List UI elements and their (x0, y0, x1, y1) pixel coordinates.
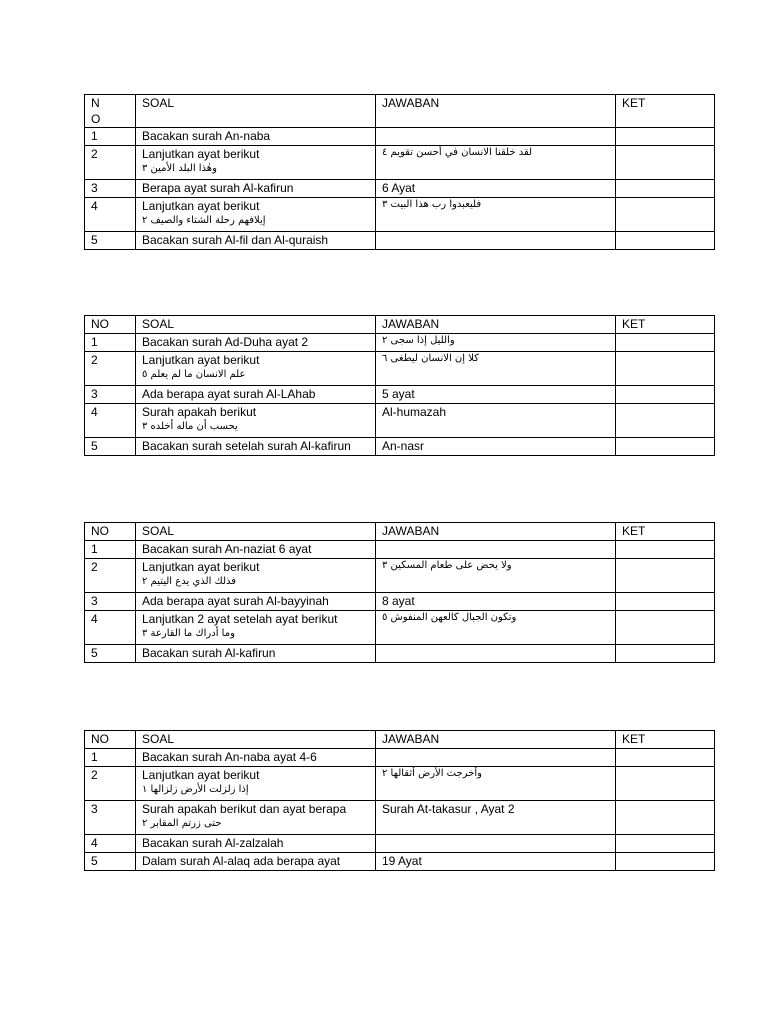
row-soal: Bacakan surah setelah surah Al-kafirun (136, 438, 376, 456)
row-no: 2 (85, 352, 136, 386)
row-soal: Berapa ayat surah Al-kafirun (136, 180, 376, 198)
question-table-1 (84, 94, 715, 250)
row-no: 3 (85, 593, 136, 611)
row-jawaban: 6 Ayat (376, 180, 616, 198)
table-row (85, 645, 715, 663)
row-ket (616, 232, 715, 250)
row-ket (616, 835, 715, 853)
row-ket (616, 749, 715, 767)
row-soal (136, 404, 376, 438)
row-no: 4 (85, 404, 136, 438)
row-no: 5 (85, 232, 136, 250)
row-no: 5 (85, 853, 136, 871)
table-row (85, 128, 715, 146)
header-no: NO (85, 523, 136, 541)
row-no: 2 (85, 559, 136, 593)
row-jawaban (376, 645, 616, 663)
row-ket (616, 128, 715, 146)
row-jawaban: Surah At-takasur , Ayat 2 (376, 801, 616, 835)
soal-text: Lanjutkan ayat berikut (142, 560, 260, 574)
header-ket: KET (616, 316, 715, 334)
row-no: 4 (85, 611, 136, 645)
row-jawaban (376, 334, 616, 352)
row-jawaban (376, 611, 616, 645)
row-jawaban (376, 146, 616, 180)
row-ket (616, 801, 715, 835)
row-ket (616, 334, 715, 352)
row-soal (136, 198, 376, 232)
row-soal: Bacakan surah Ad-Duha ayat 2 (136, 334, 376, 352)
row-no: 3 (85, 801, 136, 835)
row-ket (616, 352, 715, 386)
table-row (85, 801, 715, 835)
table-header-row (85, 316, 715, 334)
row-no: 1 (85, 334, 136, 352)
soal-arabic-verse: وما أدراك ما القارعة ٣ (142, 628, 235, 639)
jawaban-arabic-verse: ولا يحض على طعام المسكين ٣ (382, 560, 512, 571)
row-no: 1 (85, 128, 136, 146)
table-row (85, 611, 715, 645)
soal-text: Lanjutkan 2 ayat setelah ayat berikut (142, 612, 338, 626)
row-soal: Bacakan surah An-naba ayat 4-6 (136, 749, 376, 767)
table-row (85, 767, 715, 801)
jawaban-arabic-verse: فليعبدوا رب هذا البيت ٣ (382, 199, 482, 210)
row-soal: Bacakan surah An-naba (136, 128, 376, 146)
row-jawaban (376, 559, 616, 593)
soal-text: Lanjutkan ayat berikut (142, 353, 260, 367)
row-soal: Bacakan surah An-naziat 6 ayat (136, 541, 376, 559)
jawaban-arabic-verse: وتكون الجبال كالعهن المنفوش ٥ (382, 612, 517, 623)
soal-arabic-verse: حتى زرتم المقابر ٢ (142, 818, 222, 829)
header-jawaban: JAWABAN (376, 731, 616, 749)
row-jawaban: 8 ayat (376, 593, 616, 611)
row-soal: Bacakan surah Al-zalzalah (136, 835, 376, 853)
header-ket: KET (616, 523, 715, 541)
row-ket (616, 559, 715, 593)
row-ket (616, 593, 715, 611)
soal-arabic-verse: إذا زلزلت الأرض زلزالها ١ (142, 784, 249, 795)
row-no: 1 (85, 541, 136, 559)
row-jawaban (376, 198, 616, 232)
table-row (85, 180, 715, 198)
row-soal (136, 352, 376, 386)
jawaban-arabic-verse: كلا إن الانسان ليطغى ٦ (382, 353, 479, 364)
table-row (85, 541, 715, 559)
row-ket (616, 541, 715, 559)
jawaban-arabic-verse: لقد خلقنا الانسان في أحسن تقويم ٤ (382, 147, 533, 158)
table-header-row (85, 523, 715, 541)
row-no: 1 (85, 749, 136, 767)
table-row (85, 334, 715, 352)
row-ket (616, 386, 715, 404)
header-jawaban: JAWABAN (376, 523, 616, 541)
header-no: NO (85, 95, 136, 128)
row-jawaban (376, 767, 616, 801)
row-soal (136, 801, 376, 835)
row-soal (136, 146, 376, 180)
row-jawaban: 5 ayat (376, 386, 616, 404)
soal-arabic-verse: علم الانسان ما لم يعلم ٥ (142, 369, 246, 380)
soal-text: Surah apakah berikut (142, 405, 257, 419)
row-jawaban (376, 352, 616, 386)
table-row (85, 593, 715, 611)
question-table-2 (84, 315, 715, 456)
table-row (85, 352, 715, 386)
row-ket (616, 404, 715, 438)
question-table-4 (84, 730, 715, 871)
table-header-row (85, 731, 715, 749)
header-jawaban: JAWABAN (376, 316, 616, 334)
table-row (85, 853, 715, 871)
row-no: 5 (85, 438, 136, 456)
row-no: 4 (85, 835, 136, 853)
row-no: 2 (85, 767, 136, 801)
row-jawaban (376, 541, 616, 559)
row-no: 3 (85, 386, 136, 404)
question-table-3 (84, 522, 715, 663)
soal-text: Lanjutkan ayat berikut (142, 147, 260, 161)
row-ket (616, 180, 715, 198)
soal-text: Surah apakah berikut dan ayat berapa (142, 802, 347, 816)
row-soal: Ada berapa ayat surah Al-LAhab (136, 386, 376, 404)
header-soal: SOAL (136, 731, 376, 749)
soal-arabic-verse: يحسب أن ماله أخلده ٣ (142, 421, 238, 432)
header-soal: SOAL (136, 95, 376, 128)
soal-text: Lanjutkan ayat berikut (142, 199, 260, 213)
row-ket (616, 438, 715, 456)
row-no: 4 (85, 198, 136, 232)
row-jawaban: Al-humazah (376, 404, 616, 438)
header-soal: SOAL (136, 523, 376, 541)
row-ket (616, 853, 715, 871)
table-row (85, 835, 715, 853)
row-ket (616, 198, 715, 232)
soal-arabic-verse: إيلافهم رحلة الشتاء والصيف ٢ (142, 215, 266, 226)
header-soal: SOAL (136, 316, 376, 334)
table-row (85, 146, 715, 180)
row-jawaban: 19 Ayat (376, 853, 616, 871)
header-ket: KET (616, 95, 715, 128)
header-no: NO (85, 731, 136, 749)
jawaban-arabic-verse: وأخرجت الأرض أثقالها ٢ (382, 768, 482, 779)
row-soal: Ada berapa ayat surah Al-bayyinah (136, 593, 376, 611)
soal-arabic-verse: وهٰذا البلد الأمين ٣ (142, 163, 217, 174)
row-jawaban (376, 232, 616, 250)
table-row (85, 386, 715, 404)
row-soal: Bacakan surah Al-kafirun (136, 645, 376, 663)
row-soal: Bacakan surah Al-fil dan Al-quraish (136, 232, 376, 250)
row-no: 2 (85, 146, 136, 180)
row-soal (136, 767, 376, 801)
table-row (85, 559, 715, 593)
table-header-row (85, 95, 715, 128)
table-row (85, 749, 715, 767)
table-row (85, 404, 715, 438)
row-ket (616, 767, 715, 801)
row-jawaban (376, 749, 616, 767)
row-soal (136, 611, 376, 645)
table-row (85, 198, 715, 232)
header-no: NO (85, 316, 136, 334)
row-jawaban (376, 128, 616, 146)
row-ket (616, 146, 715, 180)
jawaban-arabic-verse: والليل إذا سجى ٢ (382, 335, 455, 346)
header-ket: KET (616, 731, 715, 749)
soal-arabic-verse: فذلك الذي يدع اليتيم ٢ (142, 576, 237, 587)
row-no: 5 (85, 645, 136, 663)
row-soal: Dalam surah Al-alaq ada berapa ayat (136, 853, 376, 871)
table-row (85, 438, 715, 456)
row-ket (616, 611, 715, 645)
row-jawaban: An-nasr (376, 438, 616, 456)
row-jawaban (376, 835, 616, 853)
row-ket (616, 645, 715, 663)
row-no: 3 (85, 180, 136, 198)
table-row (85, 232, 715, 250)
soal-text: Lanjutkan ayat berikut (142, 768, 260, 782)
header-jawaban: JAWABAN (376, 95, 616, 128)
row-soal (136, 559, 376, 593)
